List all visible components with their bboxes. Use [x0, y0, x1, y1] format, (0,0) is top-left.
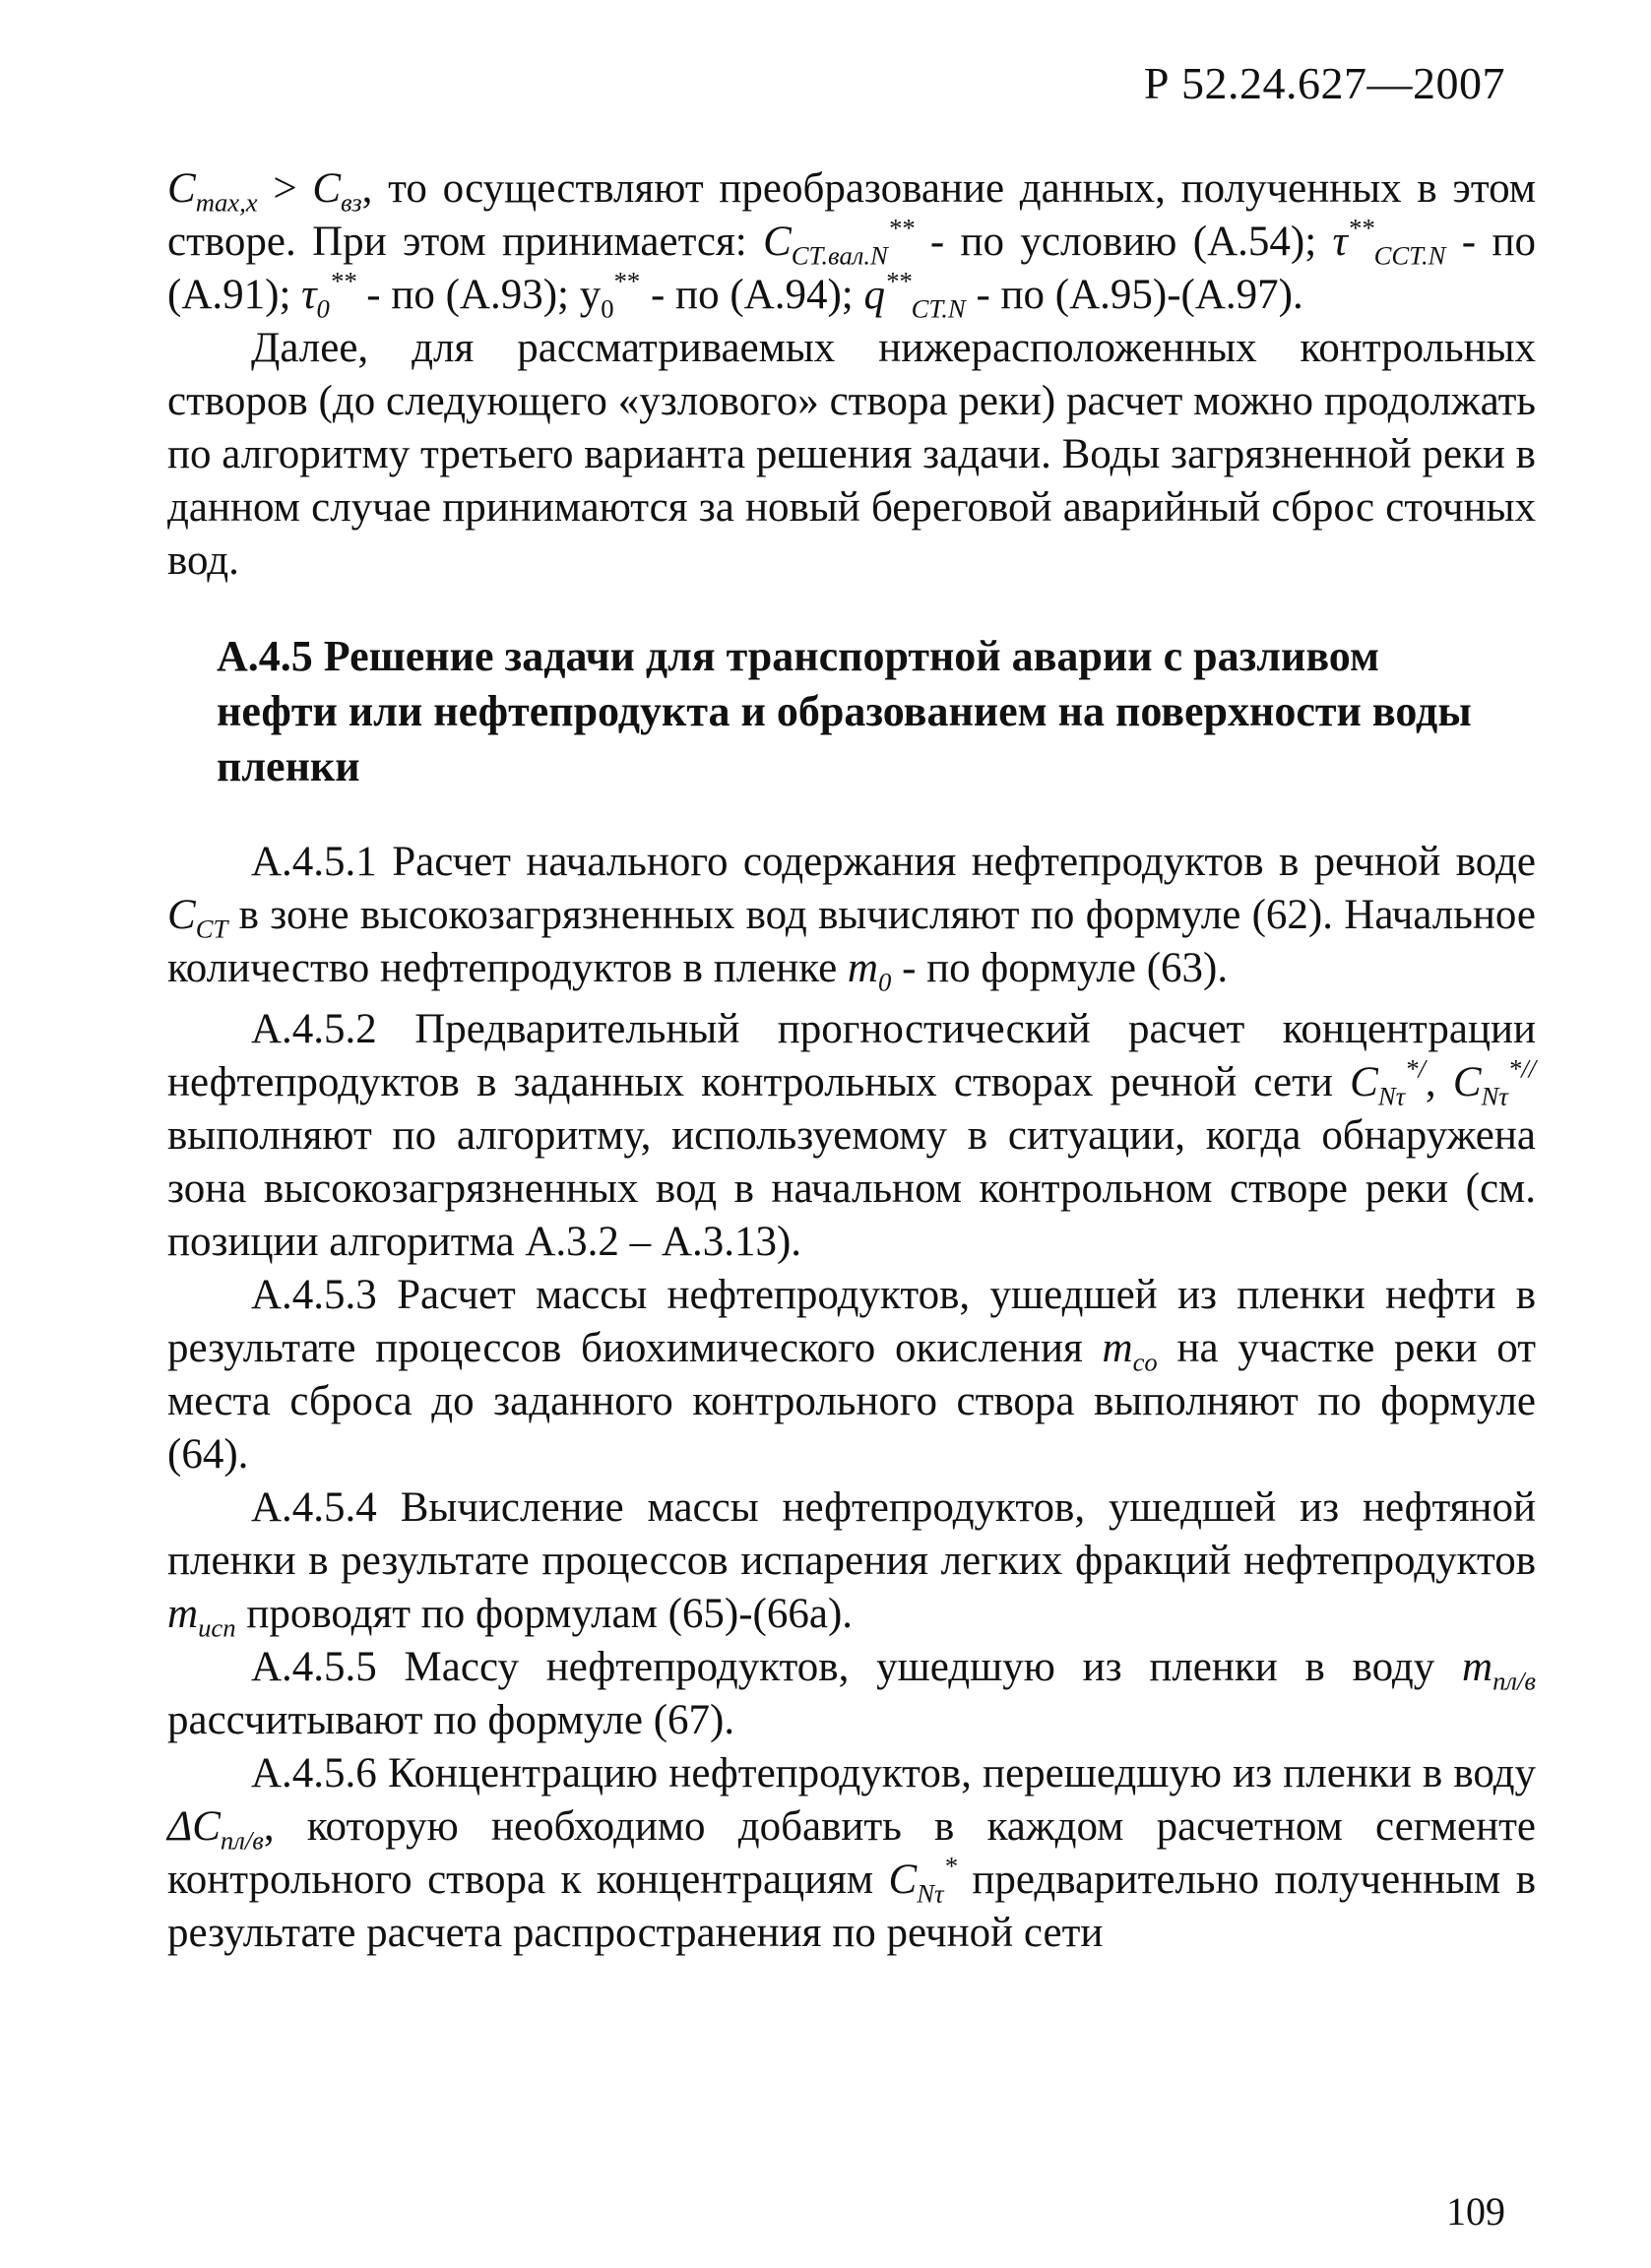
- formula-m-pl-v: $m_{пл/в}$: [1462, 1644, 1536, 1696]
- formula-c-ntau-2: $C_{N\tau}^{*//}$: [1452, 1053, 1537, 1111]
- formula-m-isp: $m_{исп}$: [167, 1591, 236, 1643]
- clause-a-4-5-2: А.4.5.2 Предварительный прогностический расчет концентрации нефтепродуктов в заданных контрольных створах речной сети $C_{N\tau}^{*/}$, $C_{N\tau}^{*//}$ выполняют по алгоритму, используемому в ситуации, когда обнаружена зона высокозагрязненных вод в начальном контрольном створе реки (см. позиции алгоритма А.3.2 – А.3.13).: [167, 1006, 1537, 1265]
- formula-tau-cst: $\tau^{**}_{CCT.N}$: [1332, 213, 1446, 271]
- formula-c-ct: $C_{CT}$: [167, 892, 228, 944]
- page-number: 109: [1446, 2189, 1505, 2234]
- clause-a-4-5-4: А.4.5.4 Вычисление массы нефтепродуктов, ушедшей из нефтяной пленки в результате процессов испарения легких фракций нефтепродуктов $m_{исп}$ проводят по формулам (65)-(66а).: [167, 1484, 1536, 1643]
- paragraph-further: Далее, для рассматриваемых нижерасположенных контрольных створов (до следующего «узлового» створа реки) расчет можно продолжать по алгоритму третьего варианта решения задачи. Воды загрязненной реки в данном случае принимаются за новый береговой аварийный сброс сточных вод.: [167, 325, 1536, 584]
- formula-c-st-val: $C_{CT.вал.N}^{**}$: [763, 213, 915, 271]
- section-heading: А.4.5 Решение задачи для транспортной аварии с разливом нефти или нефтепродукта и образованием на поверхности воды пленки: [217, 632, 1472, 790]
- clause-a-4-5-3: А.4.5.3 Расчет массы нефтепродуктов, ушедшей из пленки нефти в результате процессов биохимического окисления $m_{co}$ на участке реки от места сброса до заданного контрольного створа выполняют по формуле (64).: [167, 1272, 1536, 1478]
- paragraph-continuation: $C_{max,x} > C_{вз}$, то осуществляют преобразование данных, полученных в этом створе. При этом принимается: $C_{CT.вал.N}^{**}$ - по условию (А.54); $\tau^{**}_{CCT.N}$ - по (А.91); $\tau_0^{**}$ - по (А.93); $y_0^{**}$ - по (А.94); $q^{**}_{CT.N}$ - по (А.95)-(А.97).: [167, 165, 1537, 324]
- formula-m0: $m_0$: [847, 945, 892, 997]
- formula-m-co: $m_{co}$: [1102, 1325, 1158, 1377]
- page-body: [167, 162, 1536, 1960]
- formula-tau0: $\tau_0^{**}$: [301, 266, 356, 324]
- formula-c-max: $C_{max,x}$: [167, 165, 258, 218]
- document-code: Р 52.24.627—2007: [1143, 58, 1505, 108]
- clause-a-4-5-6: А.4.5.6 Концентрацию нефтепродуктов, перешедшую из пленки в воду $\Delta C_{пл/в}$, которую необходимо добавить в каждом расчетном сегменте контрольного створа к концентрациям $C_{N\tau}^*$ предварительно полученным в результате расчета распространения по речной сети: [167, 1750, 1536, 1956]
- formula-c-ntau-1: $C_{N\tau}^{*/}$: [1350, 1053, 1426, 1111]
- formula-c-ntau-star: $C_{N\tau}^*$: [888, 1851, 957, 1909]
- formula-delta-c-pl-v: $\Delta C_{пл/в}$: [167, 1803, 264, 1856]
- formula-y0: $y_0^{**}$: [579, 266, 641, 324]
- formula-c-vz: $C_{вз}$: [312, 165, 362, 218]
- formula-q-cst: $q^{**}_{CT.N}$: [863, 266, 966, 324]
- clause-a-4-5-5: А.4.5.5 Массу нефтепродуктов, ушедшую из пленки в воду $m_{пл/в}$ рассчитывают по формуле (67).: [167, 1644, 1536, 1743]
- clause-a-4-5-1: А.4.5.1 Расчет начального содержания нефтепродуктов в речной воде $C_{CT}$ в зоне высокозагрязненных вод вычисляют по формуле (62). Начальное количество нефтепродуктов в пленке $m_0$ - по формуле (63).: [167, 839, 1536, 997]
